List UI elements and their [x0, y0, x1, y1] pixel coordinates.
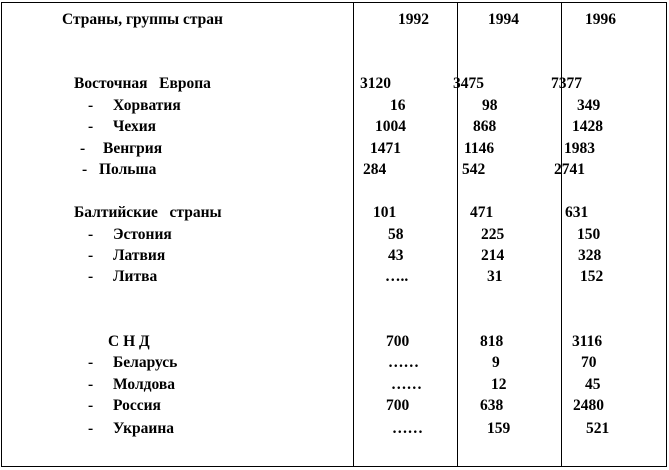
country-name: Россия: [113, 397, 161, 414]
country-value-1992: 16: [390, 97, 406, 114]
country-value-1996: 1428: [572, 118, 603, 135]
country-name: Беларусь: [113, 354, 178, 371]
country-name: Чехия: [113, 118, 157, 135]
header-country-label: Страны, группы стран: [62, 11, 223, 28]
country-value-1994: 214: [481, 247, 505, 264]
column-divider-1994: [457, 2, 458, 467]
country-value-1994: 1146: [464, 140, 495, 157]
country-value-1994: 542: [462, 161, 486, 178]
country-value-1994: 868: [473, 118, 497, 135]
country-value-1992: 43: [388, 247, 404, 264]
list-bullet: -: [88, 97, 94, 114]
group-label: Восточная Европа: [74, 75, 211, 92]
list-bullet: -: [88, 354, 94, 371]
list-bullet: -: [88, 226, 94, 243]
list-bullet: -: [88, 397, 94, 414]
group-value-1996: 631: [565, 204, 589, 221]
header-year-1992: 1992: [398, 11, 429, 28]
country-value-1992: ……: [388, 354, 419, 371]
country-name: Эстония: [113, 226, 172, 243]
list-bullet: -: [82, 161, 88, 178]
group-value-1994: 471: [470, 204, 494, 221]
country-value-1992: 284: [363, 161, 387, 178]
country-value-1994: 9: [492, 354, 500, 371]
country-value-1992: 700: [386, 397, 410, 414]
country-name: Латвия: [113, 247, 166, 264]
country-value-1996: 45: [585, 376, 601, 393]
column-divider-1996: [561, 2, 562, 467]
country-value-1992: ……: [392, 420, 423, 437]
list-bullet: -: [88, 268, 94, 285]
list-bullet: -: [88, 420, 94, 437]
country-value-1996: 521: [586, 420, 610, 437]
data-table: [1, 2, 667, 467]
group-value-1994: 3475: [453, 75, 484, 92]
country-name: Польша: [99, 161, 157, 178]
country-name: Молдова: [113, 376, 175, 393]
header-year-1996: 1996: [585, 11, 616, 28]
group-value-1992: 101: [373, 204, 397, 221]
list-bullet: -: [88, 376, 94, 393]
country-value-1994: 12: [491, 376, 507, 393]
country-value-1996: 1983: [564, 140, 595, 157]
country-value-1996: 328: [578, 247, 602, 264]
column-divider-1992: [353, 2, 354, 467]
country-value-1996: 2741: [554, 161, 585, 178]
header-year-1994: 1994: [488, 11, 519, 28]
country-value-1994: 638: [480, 397, 504, 414]
country-value-1992: …..: [385, 268, 409, 285]
list-bullet: -: [88, 118, 94, 135]
country-value-1996: 152: [580, 268, 604, 285]
country-value-1996: 2480: [573, 397, 604, 414]
country-value-1992: 1004: [375, 118, 406, 135]
list-bullet: -: [80, 140, 86, 157]
country-name: Украина: [113, 420, 175, 437]
country-name: Хорватия: [113, 97, 181, 114]
country-value-1992: ……: [391, 376, 422, 393]
country-name: Литва: [113, 268, 158, 285]
group-value-1992: 3120: [360, 75, 391, 92]
group-value-1992: 700: [386, 333, 410, 350]
country-value-1994: 159: [487, 420, 511, 437]
country-value-1996: 70: [581, 354, 597, 371]
group-value-1996: 7377: [551, 75, 582, 92]
group-label: Балтийские страны: [74, 204, 222, 221]
country-value-1992: 58: [388, 226, 404, 243]
country-value-1994: 98: [482, 97, 498, 114]
country-value-1996: 349: [577, 97, 601, 114]
group-value-1996: 3116: [572, 333, 603, 350]
country-value-1992: 1471: [370, 140, 401, 157]
group-value-1994: 818: [480, 333, 504, 350]
country-value-1994: 225: [481, 226, 505, 243]
country-value-1994: 31: [487, 268, 503, 285]
country-name: Венгрия: [103, 140, 163, 157]
list-bullet: -: [88, 247, 94, 264]
group-label: С Н Д: [108, 333, 150, 350]
country-value-1996: 150: [577, 226, 601, 243]
